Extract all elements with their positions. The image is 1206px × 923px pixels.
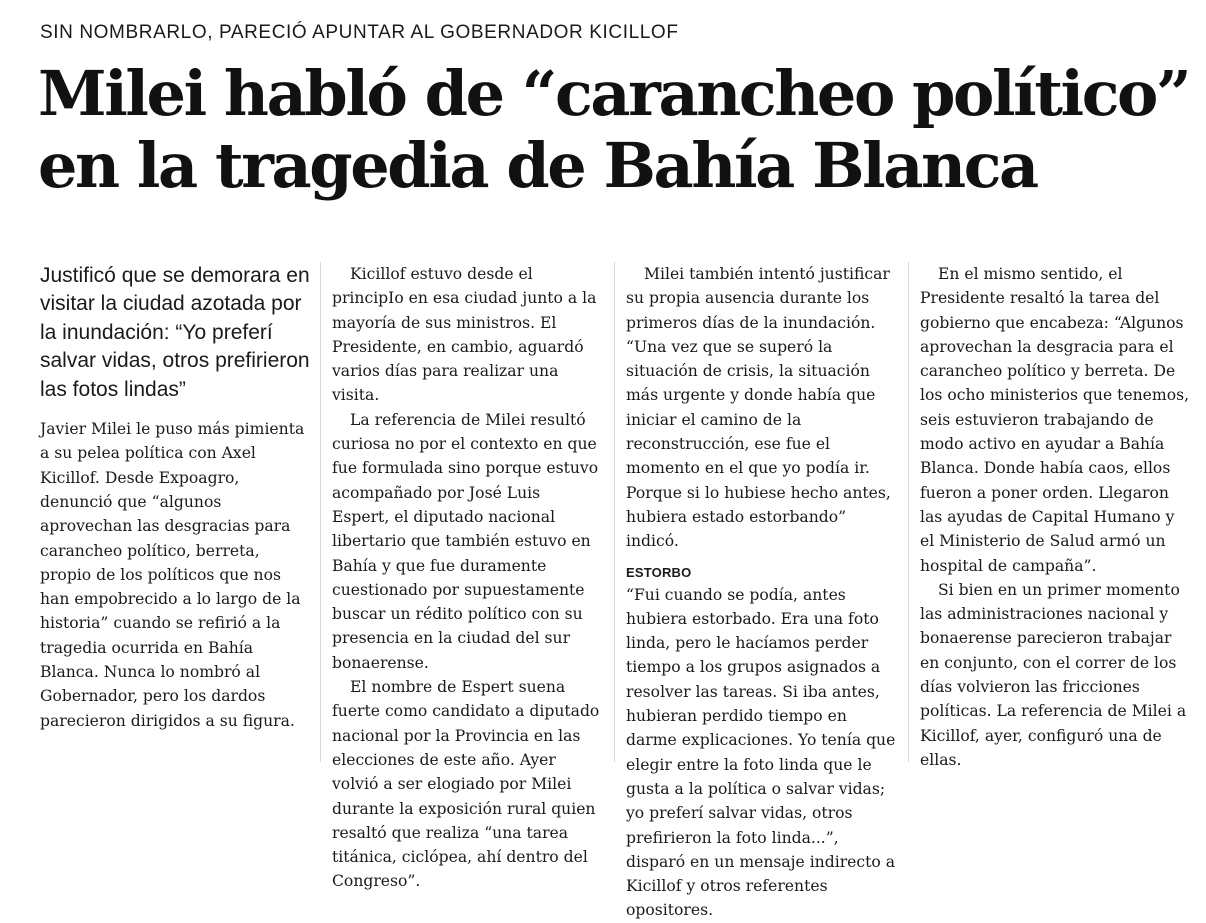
- subhead: ESTORBO: [626, 564, 692, 580]
- headline-line-2: en la tragedia de Bahía Blanca: [38, 129, 1037, 202]
- column-rule: [908, 262, 909, 762]
- body-paragraph-2: Kicillof estuvo desde el principIo en esa ciudad junto a la mayoría de sus ministros. El Presidente, en cambio, aguardó varios días para realizar una visita.: [332, 265, 597, 405]
- body-paragraph-1: Javier Milei le puso más pimienta a su pelea política con Axel Kicillof. Desde Expoagro, denunció que “algunos aprovechan las desgracias para carancheo político, berreta, propio de los políticos que nos han empobrecido a lo largo de la historia” cuando se refirió a la tragedia ocurrida en Bahía Blanca. Nunca lo nombró al Gobernador, pero los dardos parecieron dirigidos a su figura.: [40, 420, 305, 730]
- column-4: [920, 262, 1190, 772]
- column-3: [626, 262, 896, 923]
- body-paragraph-4: El nombre de Espert suena fuerte como candidato a diputado nacional por la Provincia en las elecciones de este año. Ayer volvió a ser elogiado por Milei durante la exposición rural quien resaltó que realiza “una tarea titánica, ciclópea, ahí dentro del Congreso”.: [332, 678, 600, 891]
- kicker: SIN NOMBRARLO, PARECIÓ APUNTAR AL GOBERNADOR KICILLOF: [40, 22, 679, 43]
- headline-line-1: Milei habló de “carancheo político”: [38, 57, 1190, 130]
- body-paragraph-3: La referencia de Milei resultó curiosa no por el contexto en que fue formulada sino porque estuvo acompañado por José Luis Espert, el diputado nacional libertario que también estuvo en Bahía y que fue duramente cuestionado por supuestamente buscar un rédito político con su presencia en la ciudad del sur bonaerense.: [332, 410, 599, 672]
- body-paragraph-8: Si bien en un primer momento las administraciones nacional y bonaerense parecieron trabajar en conjunto, con el correr de los días volvieron las fricciones políticas. La referencia de Milei a Kicillof, ayer, configuró una de ellas.: [920, 580, 1187, 769]
- headline: [38, 58, 1188, 202]
- body-paragraph-7: En el mismo sentido, el Presidente resaltó la tarea del gobierno que encabeza: “Algunos aprovechan la desgracia para el carancheo político y berreta. De los ocho ministerios que tenemos, seis estuvieron trabajando de modo activo en ayudar a Bahía Blanca. Donde había caos, ellos fueron a poner orden. Llegaron las ayudas de Capital Humano y el Ministerio de Salud armó un hospital de campaña”.: [920, 265, 1190, 575]
- column-rule: [614, 262, 615, 762]
- column-1: [40, 262, 310, 733]
- body-paragraph-6: “Fui cuando se podía, antes hubiera estorbado. Era una foto linda, pero le hacíamos perder tiempo a los grupos asignados a resolver las tareas. Si iba antes, hubieran perdido tiempo en darme explicaciones. Yo tenía que elegir entre la foto linda que le gusta a la política o salvar vidas; yo preferí salvar vidas, otros prefirieron la foto linda...”, disparó en un mensaje indirecto a Kicillof y otros referentes opositores.: [626, 585, 896, 920]
- lead-paragraph: Justificó que se demorara en visitar la ciudad azotada por la inundación: “Yo preferí salvar vidas, otros prefirieron las fotos lindas”: [40, 264, 310, 401]
- body-paragraph-5: Milei también intentó justificar su propia ausencia durante los primeros días de la inundación. “Una vez que se superó la situación de crisis, la situación más urgente y donde había que iniciar el camino de la reconstrucción, ese fue el momento en el que yo podía ir. Porque si lo hubiese hecho antes, hubiera estado estorbando” indicó.: [626, 265, 891, 551]
- column-rule: [320, 262, 321, 762]
- column-2: [332, 262, 602, 894]
